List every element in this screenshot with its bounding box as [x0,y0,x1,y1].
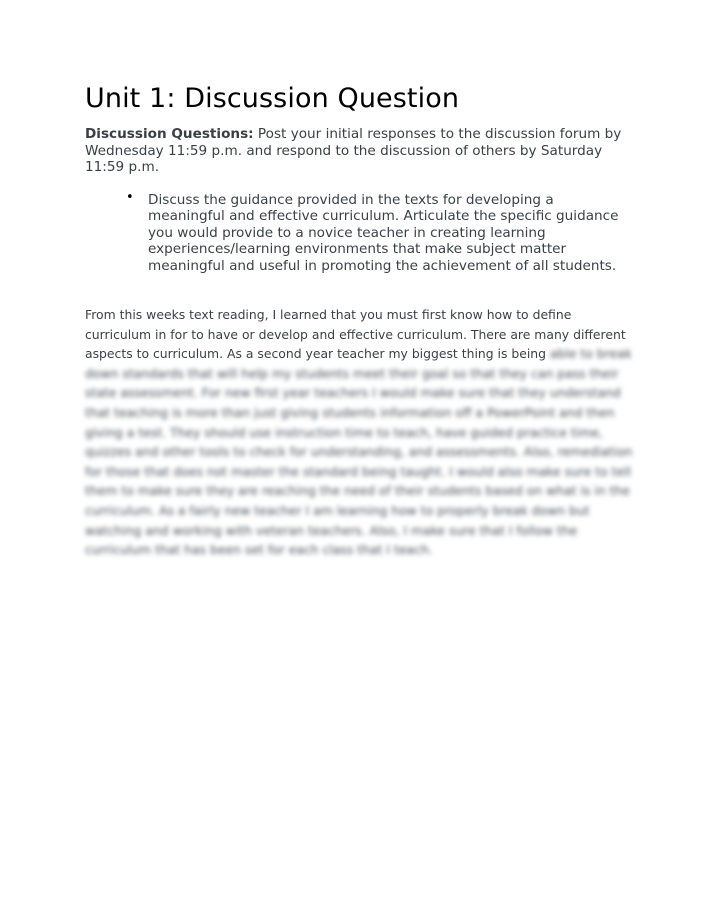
intro-text: Post your initial responses to the discussion forum by Wednesday 11:59 p.m. and respond to the discussion of others by Saturday 11:59 p.m. [85,126,622,175]
document-title: Unit 1: Discussion Question [85,83,460,114]
response-blurred-text: able to break down standards that will help my students meet their goal so that they can pass their state assessment. For new first year teachers I would make sure that they understand that teaching is more than just giving students information off a PowerPoint and then giving a test. They should use instruction time to teach, have guided practice time, quizzes and other tools to check for understanding, and assessments. Also, remediation for those that does not master the standard being taught. I would also make sure to tell them to make sure they are reaching the need of their students based on what is in the curriculum. As a fairly new teacher I am learning how to properly break down but watching and working with veteran teachers. Also, I make sure that I follow the curriculum that has been set for each class that I teach. [85,346,633,558]
list-item [126,189,633,275]
intro-paragraph [85,126,635,176]
intro-label: Discussion Questions: [85,126,254,142]
response-visible-text: From this weeks text reading, I learned that you must first know how to define curriculum in for to have or develop and effective curriculum. There are many different aspects to curriculum. As a second year teacher my biggest thing is being [85,307,626,362]
question-text: Discuss the guidance provided in the texts for developing a meaningful and effective curriculum. Articulate the specific guidance you would provide to a novice teacher in creating learning experiences/learning environments that make subject matter meaningful and useful in promoting the achievement of all students. [148,191,619,274]
question-list [85,189,635,275]
bullet-icon: • [126,189,134,205]
response-paragraph [85,305,635,560]
document-page [85,82,635,560]
